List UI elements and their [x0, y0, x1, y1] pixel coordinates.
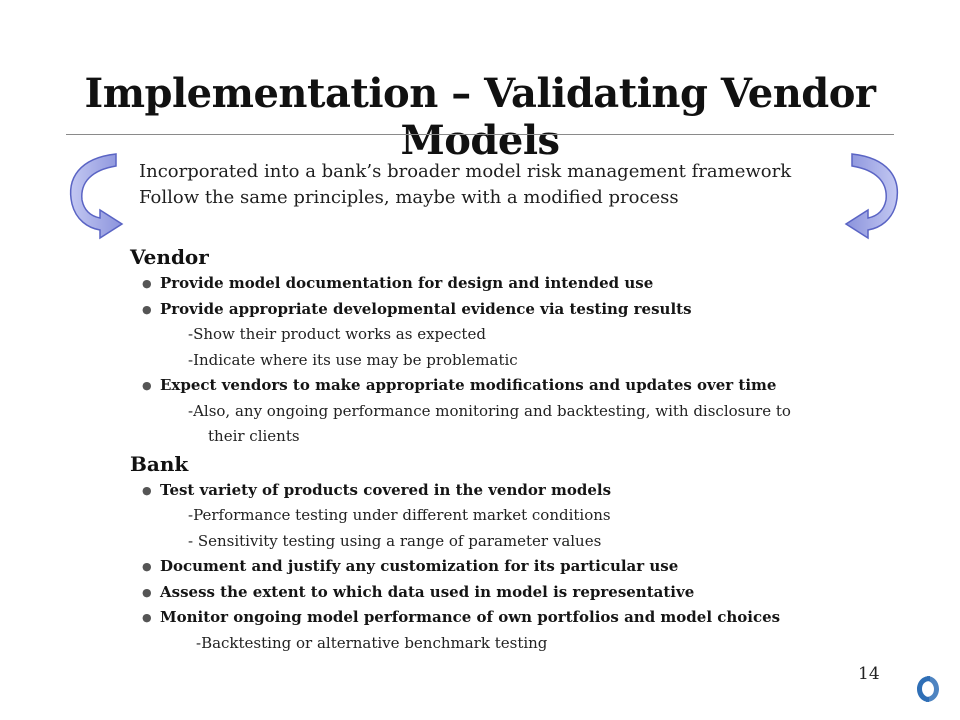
- vendor-sub-point: -Also, any ongoing performance monitoring and backtesting, with disclosure to: [188, 401, 791, 420]
- bullet-text: Expect vendors to make appropriate modifications and updates over time: [160, 376, 777, 394]
- bullet-icon: ●: [142, 611, 152, 624]
- bank-sub-point: -Performance testing under different market conditions: [188, 506, 611, 524]
- vendor-bullet: [130, 271, 890, 297]
- bullet-text: Assess the extent to which data used in model is representative: [160, 582, 695, 601]
- curved-arrow-left-icon: [60, 148, 130, 244]
- vendor-heading: Vendor: [130, 245, 209, 269]
- vendor-bullet: [130, 373, 890, 399]
- bullet-text: Monitor ongoing model performance of own portfolios and model choices: [160, 608, 781, 626]
- title-divider: [66, 134, 894, 135]
- bullet-text: Document and justify any customization for its particular use: [160, 557, 679, 575]
- bank-sub-point: - Sensitivity testing using a range of parameter values: [188, 531, 602, 550]
- bullet-icon: ●: [142, 560, 152, 573]
- intro-line: Follow the same principles, maybe with a modified process: [139, 187, 679, 208]
- vendor-sub-point: -Show their product works as expected: [188, 325, 486, 343]
- curved-arrow-right-icon: [838, 148, 908, 244]
- bullet-icon: ●: [142, 379, 152, 392]
- bullet-text: Test variety of products covered in the vendor models: [160, 480, 612, 499]
- page-number: 14: [858, 664, 880, 684]
- slide-content: [130, 243, 890, 656]
- bullet-text: Provide model documentation for design and intended use: [160, 274, 654, 292]
- bank-bullet: [130, 478, 890, 504]
- brand-logo-icon: [914, 673, 942, 709]
- bullet-text: Provide appropriate developmental evidence via testing results: [160, 299, 692, 318]
- bullet-icon: ●: [142, 483, 152, 497]
- intro-line: Incorporated into a bank’s broader model risk management framework: [139, 161, 792, 182]
- bank-heading: Bank: [130, 451, 189, 476]
- slide-title: Implementation – Validating Vendor Models: [84, 70, 876, 164]
- vendor-sub-point-continued: [130, 424, 890, 450]
- bank-bullet: [130, 554, 890, 580]
- vendor-sub-point: -Indicate where its use may be problematic: [188, 350, 518, 369]
- bank-bullet: [130, 605, 890, 631]
- continuation-text: their clients: [208, 427, 300, 445]
- bullet-icon: ●: [142, 302, 152, 316]
- bullet-icon: ●: [142, 585, 152, 599]
- intro-block: [139, 159, 839, 211]
- bank-bullet: [130, 580, 890, 606]
- bank-sub-point: -Backtesting or alternative benchmark testing: [196, 633, 548, 652]
- vendor-bullet: [130, 297, 890, 323]
- bullet-icon: ●: [142, 277, 152, 290]
